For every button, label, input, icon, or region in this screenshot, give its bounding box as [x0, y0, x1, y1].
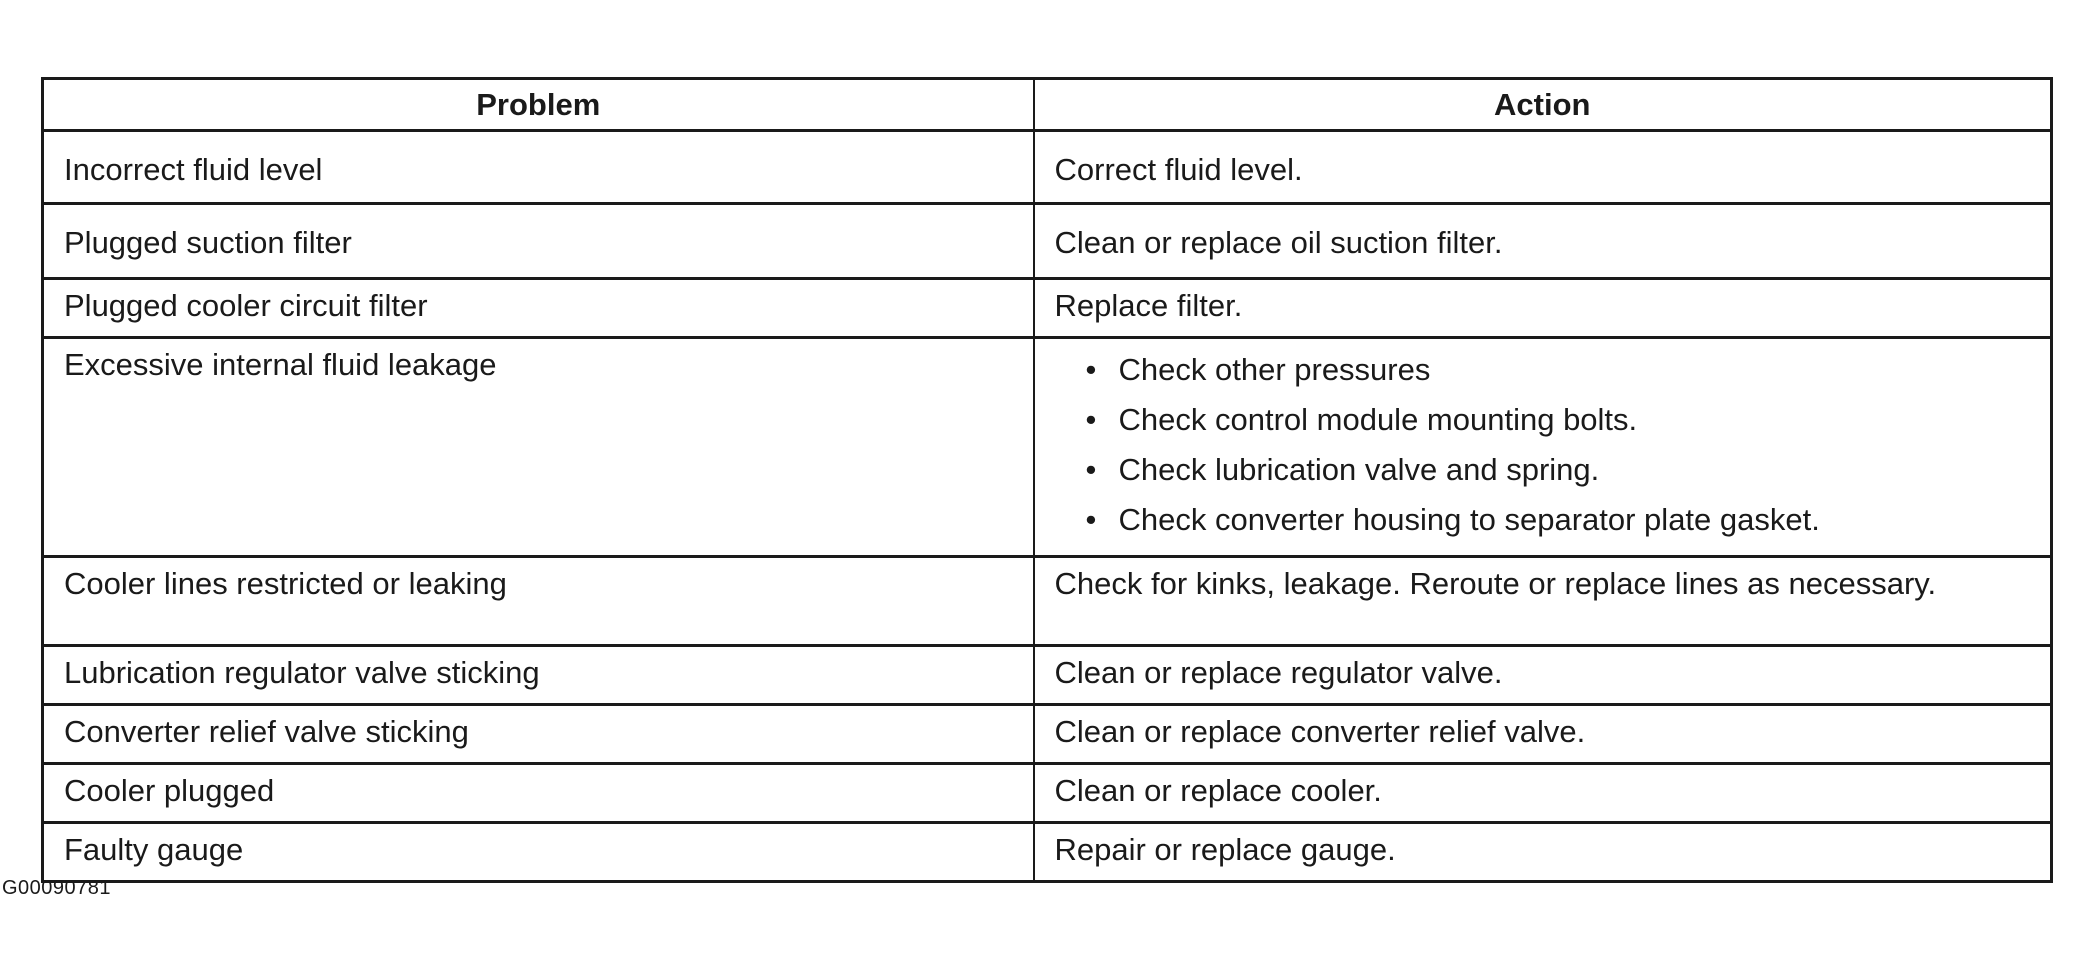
- action-cell: Replace filter.: [1034, 279, 2052, 338]
- header-problem: Problem: [43, 79, 1034, 131]
- bullet-item: • Check other pressures: [1119, 345, 2031, 395]
- action-cell: Clean or replace cooler.: [1034, 764, 2052, 823]
- action-cell: [1034, 338, 2052, 557]
- header-action: Action: [1034, 79, 2052, 131]
- problem-cell: Converter relief valve sticking: [43, 705, 1034, 764]
- troubleshooting-table-container: [41, 77, 2053, 883]
- table-row: [43, 823, 2052, 882]
- bullet-item: • Check lubrication valve and spring.: [1119, 445, 2031, 495]
- action-cell: Correct fluid level.: [1034, 131, 2052, 204]
- problem-cell: Excessive internal fluid leakage: [43, 338, 1034, 557]
- problem-cell: Plugged cooler circuit filter: [43, 279, 1034, 338]
- action-cell: Clean or replace regulator valve.: [1034, 646, 2052, 705]
- table-row: [43, 338, 2052, 557]
- table-row: [43, 279, 2052, 338]
- table-row: [43, 646, 2052, 705]
- problem-cell: Lubrication regulator valve sticking: [43, 646, 1034, 705]
- table-header-row: [43, 79, 2052, 131]
- problem-cell: Faulty gauge: [43, 823, 1034, 882]
- bullet-item: • Check control module mounting bolts.: [1119, 395, 2031, 445]
- figure-code: G00090781: [2, 877, 112, 899]
- table-row: [43, 705, 2052, 764]
- problem-cell: Plugged suction filter: [43, 204, 1034, 279]
- troubleshooting-table: [41, 77, 2053, 883]
- action-bullet-list: [1055, 345, 2031, 545]
- bullet-item: • Check converter housing to separator plate gasket.: [1119, 495, 2031, 545]
- table-row: [43, 764, 2052, 823]
- table-row: [43, 204, 2052, 279]
- action-cell: Clean or replace oil suction filter.: [1034, 204, 2052, 279]
- table-row: [43, 557, 2052, 646]
- action-cell: Clean or replace converter relief valve.: [1034, 705, 2052, 764]
- problem-cell: Cooler lines restricted or leaking: [43, 557, 1034, 646]
- action-cell: Check for kinks, leakage. Reroute or replace lines as necessary.: [1034, 557, 2052, 646]
- problem-cell: Cooler plugged: [43, 764, 1034, 823]
- problem-cell: Incorrect fluid level: [43, 131, 1034, 204]
- table-row: [43, 131, 2052, 204]
- action-cell: Repair or replace gauge.: [1034, 823, 2052, 882]
